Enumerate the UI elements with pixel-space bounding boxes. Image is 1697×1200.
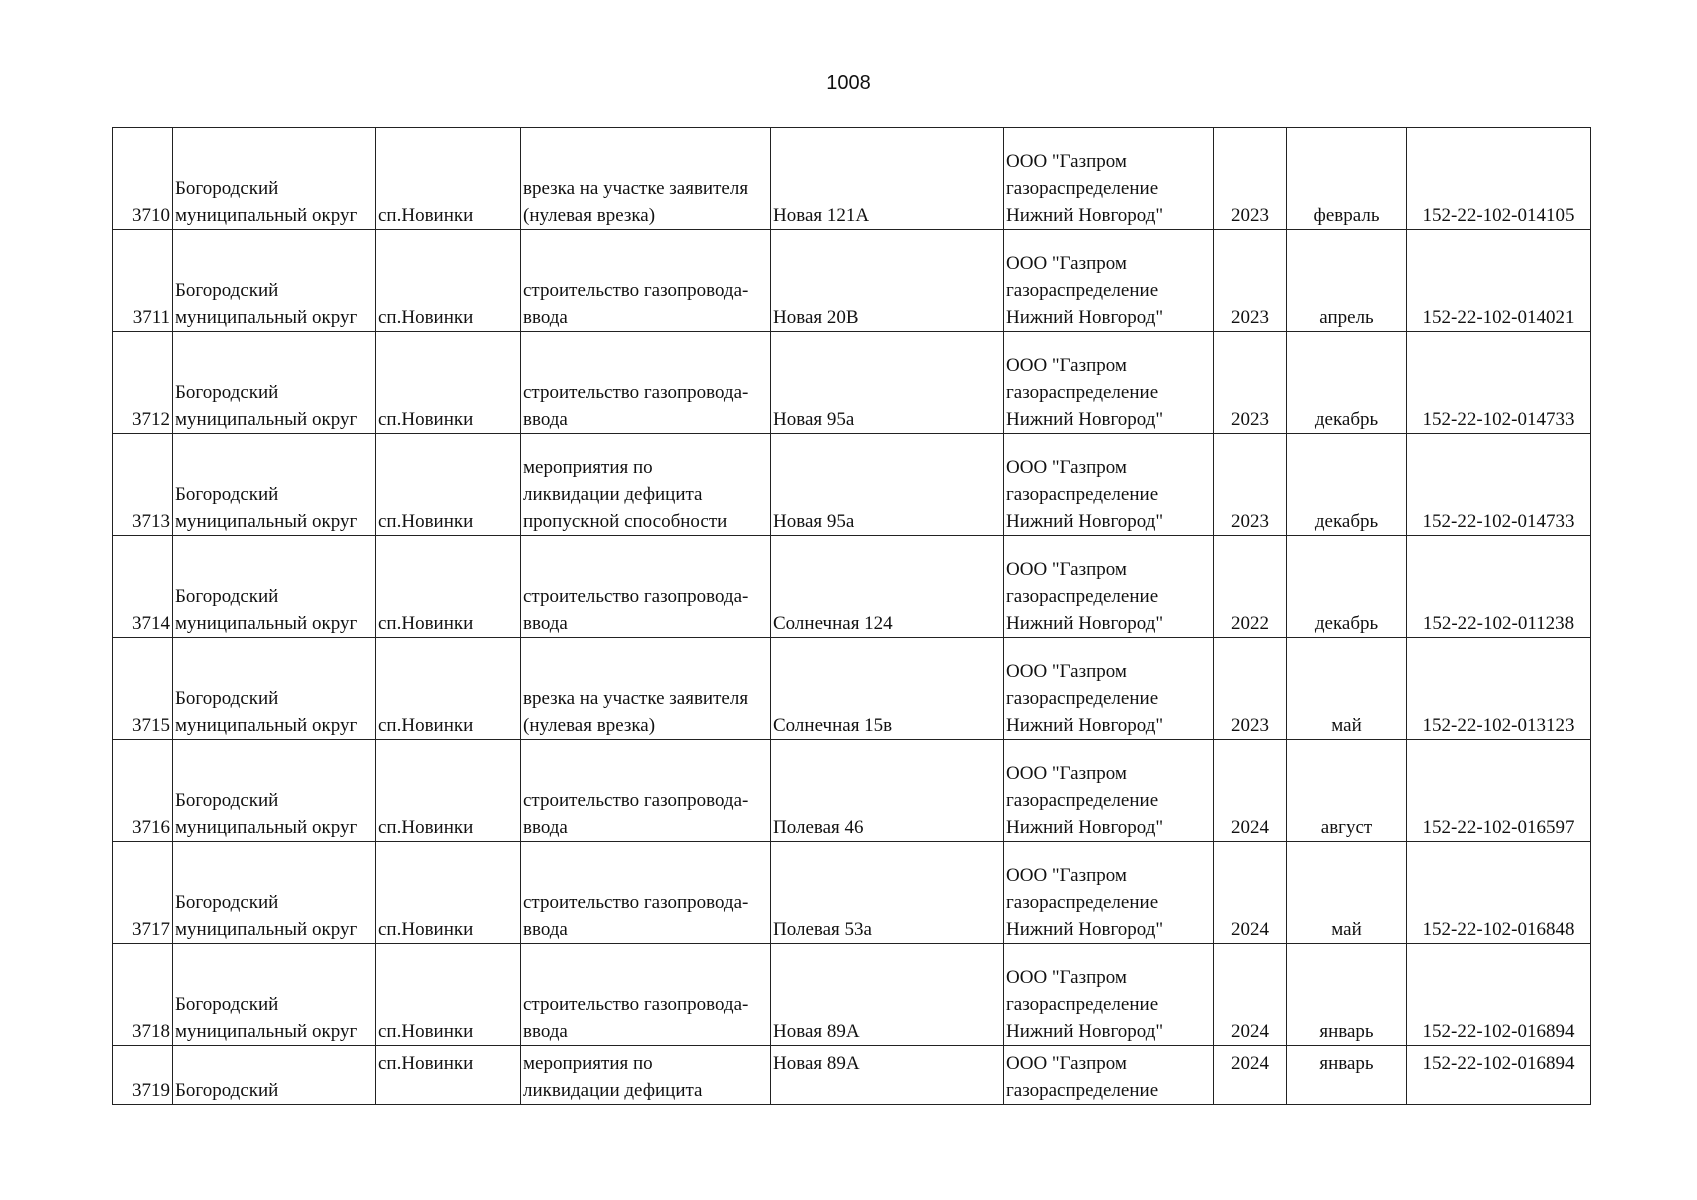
organization-cell	[1004, 332, 1214, 434]
address-cell	[771, 128, 1004, 230]
settlement-cell-text: сп.Новинки	[378, 307, 474, 328]
row-number-text: 3719	[132, 1080, 170, 1101]
work-type-cell-text: строительство газопровода- ввода	[523, 382, 749, 430]
settlement-cell-text: сп.Новинки	[378, 1021, 474, 1042]
year-cell-text: 2024	[1231, 1021, 1269, 1042]
table-row	[113, 128, 1591, 230]
row-number	[113, 128, 173, 230]
month-cell	[1287, 332, 1407, 434]
work-type-cell	[521, 740, 771, 842]
municipality-cell-text: Богородский	[175, 1080, 279, 1101]
address-cell-text: Солнечная 124	[773, 613, 893, 634]
application-code-cell	[1407, 842, 1591, 944]
application-code-cell	[1407, 1046, 1591, 1105]
month-cell	[1287, 1046, 1407, 1105]
year-cell-text: 2023	[1231, 511, 1269, 532]
municipality-cell	[173, 332, 376, 434]
row-number	[113, 536, 173, 638]
year-cell	[1214, 332, 1287, 434]
table-row	[113, 434, 1591, 536]
municipality-cell	[173, 1046, 376, 1105]
work-type-cell-text: врезка на участке заявителя (нулевая врезка)	[523, 688, 749, 736]
settlement-cell	[376, 536, 521, 638]
row-number-text: 3710	[132, 205, 170, 226]
month-cell-text: январь	[1319, 1053, 1374, 1074]
address-cell	[771, 740, 1004, 842]
row-number	[113, 638, 173, 740]
work-type-cell-text: мероприятия по ликвидации дефицита пропускной способности	[523, 457, 728, 532]
year-cell-text: 2022	[1231, 613, 1269, 634]
organization-cell-text: ООО "Газпром газораспределение Нижний Новгород"	[1006, 967, 1164, 1042]
work-type-cell-text: строительство газопровода- ввода	[523, 586, 749, 634]
organization-cell	[1004, 740, 1214, 842]
month-cell	[1287, 944, 1407, 1046]
year-cell-text: 2023	[1231, 205, 1269, 226]
month-cell-text: декабрь	[1314, 511, 1379, 532]
month-cell	[1287, 128, 1407, 230]
year-cell-text: 2024	[1231, 1053, 1269, 1074]
table-row	[113, 638, 1591, 740]
settlement-cell	[376, 128, 521, 230]
table-row	[113, 842, 1591, 944]
month-cell-text: август	[1320, 817, 1373, 838]
year-cell	[1214, 842, 1287, 944]
row-number	[113, 434, 173, 536]
year-cell	[1214, 638, 1287, 740]
organization-cell-text: ООО "Газпром газораспределение Нижний Новгород"	[1006, 559, 1164, 634]
organization-cell	[1004, 434, 1214, 536]
organization-cell-text: ООО "Газпром газораспределение Нижний Новгород"	[1006, 457, 1164, 532]
municipality-cell-text: Богородский муниципальный округ	[175, 586, 358, 634]
work-type-cell-text: строительство газопровода- ввода	[523, 790, 749, 838]
work-type-cell	[521, 128, 771, 230]
month-cell	[1287, 842, 1407, 944]
municipality-cell	[173, 434, 376, 536]
organization-cell	[1004, 230, 1214, 332]
work-type-cell	[521, 332, 771, 434]
organization-cell-text: ООО "Газпром газораспределение	[1006, 1053, 1159, 1101]
month-cell-text: декабрь	[1314, 613, 1379, 634]
organization-cell	[1004, 128, 1214, 230]
application-code-cell-text: 152-22-102-016597	[1422, 817, 1575, 838]
application-code-cell-text: 152-22-102-014021	[1422, 307, 1575, 328]
row-number-text: 3718	[132, 1021, 170, 1042]
row-number	[113, 842, 173, 944]
address-cell-text: Солнечная 15в	[773, 715, 893, 736]
year-cell	[1214, 128, 1287, 230]
row-number	[113, 332, 173, 434]
application-code-cell-text: 152-22-102-014733	[1422, 511, 1575, 532]
organization-cell	[1004, 638, 1214, 740]
organization-cell-text: ООО "Газпром газораспределение Нижний Новгород"	[1006, 865, 1164, 940]
organization-cell	[1004, 944, 1214, 1046]
application-code-cell-text: 152-22-102-014105	[1422, 205, 1575, 226]
month-cell-text: декабрь	[1314, 409, 1379, 430]
month-cell	[1287, 638, 1407, 740]
year-cell-text: 2023	[1231, 409, 1269, 430]
address-cell	[771, 434, 1004, 536]
month-cell-text: январь	[1319, 1021, 1374, 1042]
work-type-cell-text: мероприятия по ликвидации дефицита	[523, 1053, 703, 1101]
row-number	[113, 740, 173, 842]
settlement-cell-text: сп.Новинки	[378, 919, 474, 940]
municipality-cell	[173, 842, 376, 944]
settlement-cell-text: сп.Новинки	[378, 715, 474, 736]
application-code-cell-text: 152-22-102-013123	[1422, 715, 1575, 736]
organization-cell	[1004, 842, 1214, 944]
year-cell-text: 2024	[1231, 817, 1269, 838]
settlement-cell-text: сп.Новинки	[378, 1053, 474, 1074]
month-cell-text: апрель	[1319, 307, 1374, 328]
application-code-cell	[1407, 332, 1591, 434]
work-type-cell-text: строительство газопровода- ввода	[523, 892, 749, 940]
year-cell-text: 2023	[1231, 307, 1269, 328]
settlement-cell	[376, 842, 521, 944]
address-cell	[771, 1046, 1004, 1105]
address-cell-text: Новая 20В	[773, 307, 859, 328]
municipality-cell-text: Богородский муниципальный округ	[175, 688, 358, 736]
application-code-cell	[1407, 230, 1591, 332]
table-row	[113, 230, 1591, 332]
address-cell-text: Полевая 53а	[773, 919, 872, 940]
row-number-text: 3714	[132, 613, 170, 634]
organization-cell	[1004, 536, 1214, 638]
organization-cell-text: ООО "Газпром газораспределение Нижний Новгород"	[1006, 151, 1164, 226]
organization-cell-text: ООО "Газпром газораспределение Нижний Новгород"	[1006, 253, 1164, 328]
row-number-text: 3715	[132, 715, 170, 736]
settlement-cell-text: сп.Новинки	[378, 409, 474, 430]
municipality-cell	[173, 230, 376, 332]
year-cell	[1214, 1046, 1287, 1105]
month-cell-text: февраль	[1313, 205, 1380, 226]
month-cell-text: май	[1331, 919, 1362, 940]
application-code-cell	[1407, 944, 1591, 1046]
municipality-cell-text: Богородский муниципальный округ	[175, 790, 358, 838]
municipality-cell	[173, 638, 376, 740]
row-number	[113, 944, 173, 1046]
year-cell	[1214, 944, 1287, 1046]
municipality-cell	[173, 128, 376, 230]
address-cell	[771, 638, 1004, 740]
month-cell	[1287, 434, 1407, 536]
work-type-cell	[521, 434, 771, 536]
address-cell-text: Новая 95а	[773, 511, 855, 532]
address-cell-text: Новая 89А	[773, 1053, 860, 1074]
table-row	[113, 1046, 1591, 1105]
application-code-cell	[1407, 128, 1591, 230]
month-cell	[1287, 230, 1407, 332]
municipality-cell-text: Богородский муниципальный округ	[175, 280, 358, 328]
settlement-cell	[376, 638, 521, 740]
year-cell	[1214, 536, 1287, 638]
row-number-text: 3711	[132, 307, 170, 328]
year-cell	[1214, 740, 1287, 842]
work-type-cell	[521, 1046, 771, 1105]
work-type-cell-text: строительство газопровода- ввода	[523, 994, 749, 1042]
table-row	[113, 332, 1591, 434]
municipality-cell-text: Богородский муниципальный округ	[175, 382, 358, 430]
address-cell	[771, 230, 1004, 332]
municipality-cell-text: Богородский муниципальный округ	[175, 892, 358, 940]
work-type-cell-text: строительство газопровода- ввода	[523, 280, 749, 328]
settlement-cell	[376, 332, 521, 434]
settlement-cell-text: сп.Новинки	[378, 511, 474, 532]
municipality-cell-text: Богородский муниципальный округ	[175, 178, 358, 226]
row-number	[113, 230, 173, 332]
municipality-cell	[173, 740, 376, 842]
work-type-cell	[521, 230, 771, 332]
application-code-cell-text: 152-22-102-014733	[1422, 409, 1575, 430]
address-cell	[771, 332, 1004, 434]
address-cell	[771, 842, 1004, 944]
application-code-cell	[1407, 740, 1591, 842]
table-row	[113, 536, 1591, 638]
work-type-cell	[521, 638, 771, 740]
application-code-cell-text: 152-22-102-016894	[1422, 1021, 1575, 1042]
application-code-cell-text: 152-22-102-016848	[1422, 919, 1575, 940]
address-cell-text: Полевая 46	[773, 817, 864, 838]
settlement-cell	[376, 230, 521, 332]
registry-table	[112, 127, 1591, 1105]
organization-cell-text: ООО "Газпром газораспределение Нижний Новгород"	[1006, 763, 1164, 838]
application-code-cell	[1407, 434, 1591, 536]
table-row	[113, 740, 1591, 842]
table-row	[113, 944, 1591, 1046]
year-cell	[1214, 434, 1287, 536]
settlement-cell-text: сп.Новинки	[378, 613, 474, 634]
work-type-cell	[521, 842, 771, 944]
municipality-cell-text: Богородский муниципальный округ	[175, 994, 358, 1042]
application-code-cell-text: 152-22-102-011238	[1422, 613, 1575, 634]
municipality-cell	[173, 536, 376, 638]
settlement-cell	[376, 1046, 521, 1105]
row-number	[113, 1046, 173, 1105]
year-cell-text: 2023	[1231, 715, 1269, 736]
application-code-cell	[1407, 536, 1591, 638]
row-number-text: 3713	[132, 511, 170, 532]
settlement-cell	[376, 434, 521, 536]
settlement-cell	[376, 944, 521, 1046]
month-cell-text: май	[1331, 715, 1362, 736]
municipality-cell-text: Богородский муниципальный округ	[175, 484, 358, 532]
row-number-text: 3716	[132, 817, 170, 838]
month-cell	[1287, 536, 1407, 638]
organization-cell	[1004, 1046, 1214, 1105]
application-code-cell	[1407, 638, 1591, 740]
organization-cell-text: ООО "Газпром газораспределение Нижний Новгород"	[1006, 661, 1164, 736]
settlement-cell-text: сп.Новинки	[378, 817, 474, 838]
work-type-cell	[521, 536, 771, 638]
registry-body	[113, 128, 1591, 1105]
address-cell	[771, 536, 1004, 638]
address-cell	[771, 944, 1004, 1046]
work-type-cell	[521, 944, 771, 1046]
month-cell	[1287, 740, 1407, 842]
settlement-cell	[376, 740, 521, 842]
settlement-cell-text: сп.Новинки	[378, 205, 474, 226]
address-cell-text: Новая 121А	[773, 205, 870, 226]
year-cell-text: 2024	[1231, 919, 1269, 940]
page-number: 1008	[826, 72, 871, 94]
work-type-cell-text: врезка на участке заявителя (нулевая врезка)	[523, 178, 749, 226]
address-cell-text: Новая 95а	[773, 409, 855, 430]
row-number-text: 3717	[132, 919, 170, 940]
row-number-text: 3712	[132, 409, 170, 430]
year-cell	[1214, 230, 1287, 332]
address-cell-text: Новая 89А	[773, 1021, 860, 1042]
application-code-cell-text: 152-22-102-016894	[1422, 1053, 1575, 1074]
municipality-cell	[173, 944, 376, 1046]
organization-cell-text: ООО "Газпром газораспределение Нижний Новгород"	[1006, 355, 1164, 430]
